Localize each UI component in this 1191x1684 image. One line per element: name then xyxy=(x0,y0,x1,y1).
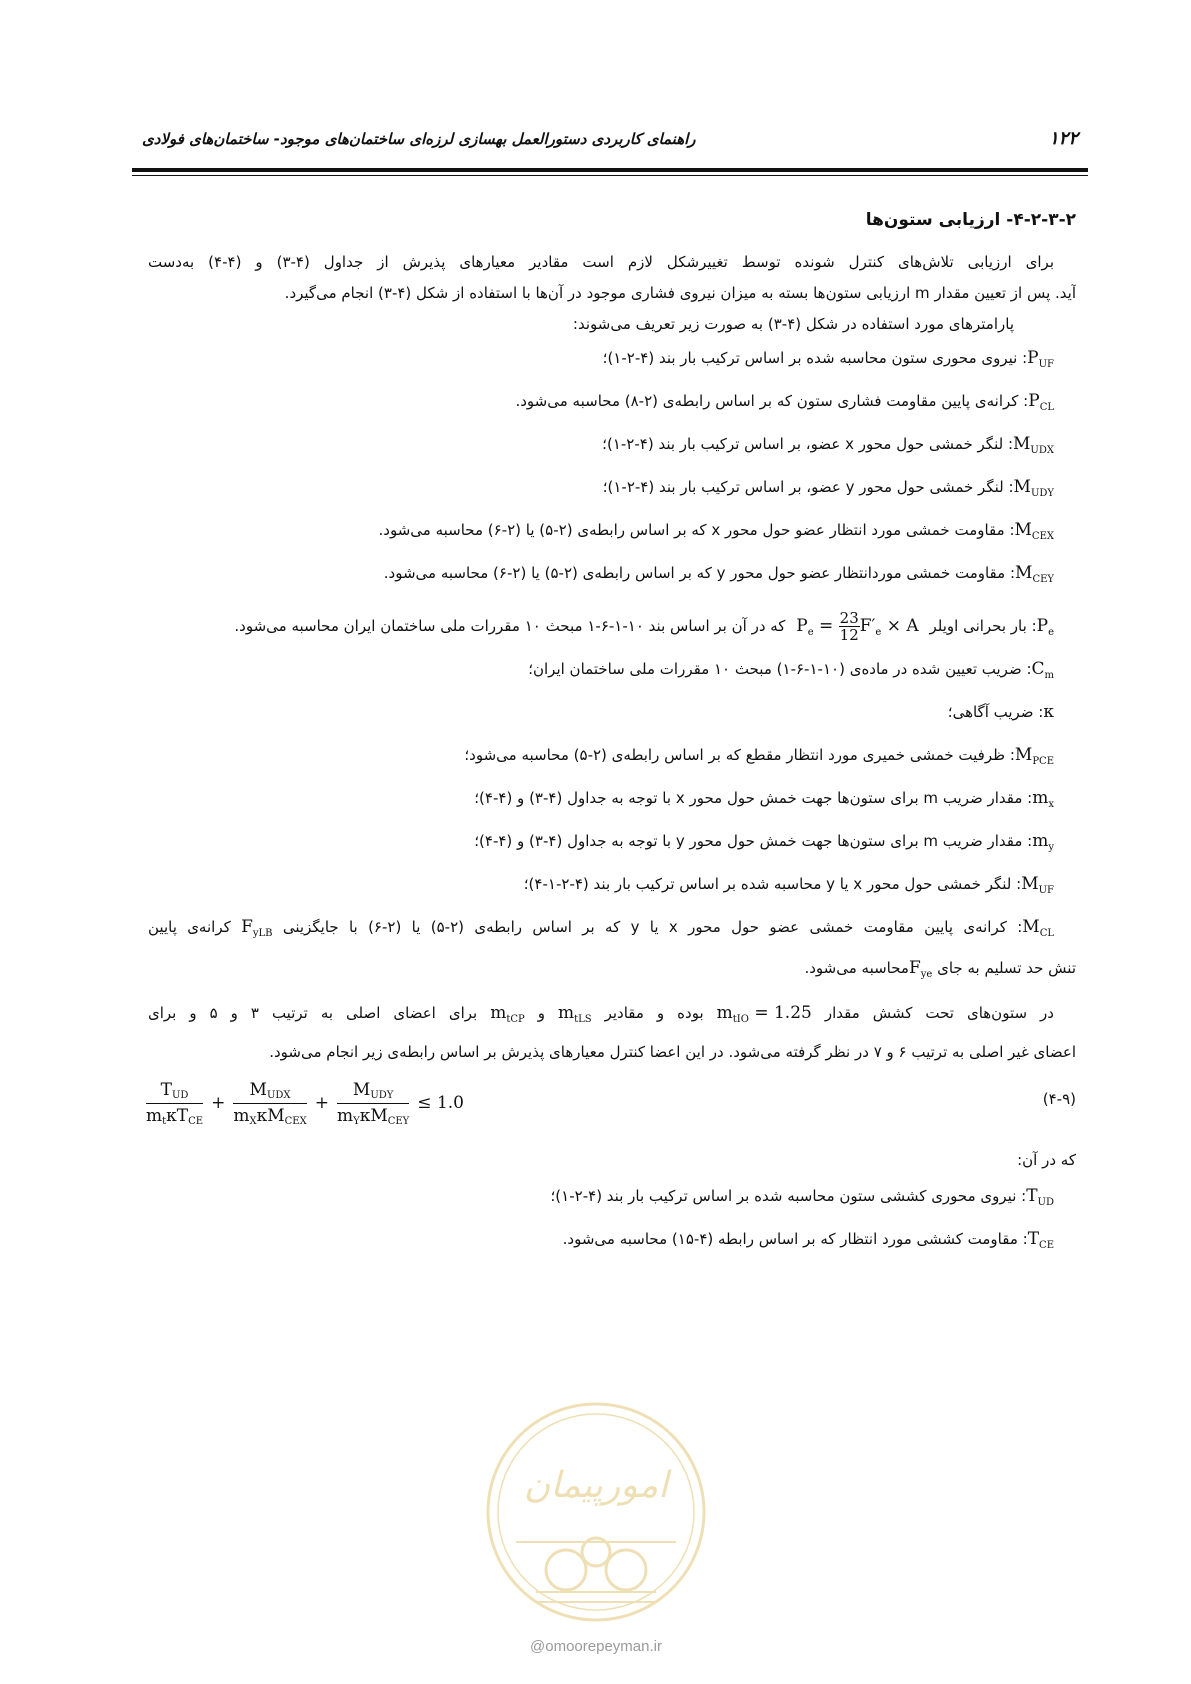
definition-text: : لنگر خمشی حول محور x عضو، بر اساس ترکیب بار بند (۴-۲-۱)؛ xyxy=(602,435,1013,453)
where-label: که در آن: xyxy=(1017,1151,1076,1169)
term-tension: $\frac{T_{UD}}{m_t\kappa T_{CE}}$ xyxy=(146,1079,204,1127)
definition-list-3 xyxy=(148,1186,1076,1256)
intro-line-3: پارامترهای مورد استفاده در شکل (۴-۳) به صورت زیر تعریف می‌شوند: xyxy=(572,315,1014,333)
definition-mcl-line-2: تنش حد تسلیم به جای $F_{ye}محاسبه$ می‌شود. xyxy=(148,958,1076,985)
definition-symbol: $P_{CL}$ xyxy=(1028,391,1054,413)
term-moment-x: $\frac{M_{UDX}}{m_X\kappa M_{CEX}}$ xyxy=(233,1079,307,1127)
symbol-pe: $P_e$ xyxy=(1036,616,1054,638)
page-header xyxy=(132,126,1088,162)
definition-b-4 xyxy=(148,831,1076,858)
definition-symbol: $M_{CEY}$ xyxy=(1015,563,1054,585)
header-rule-thick xyxy=(132,168,1088,172)
definition-symbol: $M_{PCE}$ xyxy=(1014,745,1054,767)
euler-text-a: : بار بحرانی اویلر xyxy=(929,617,1037,635)
definition-b-1 xyxy=(148,702,1076,729)
tension-line-2: اعضای غیر اصلی به ترتیب ۶ و ۷ در نظر گرفته می‌شود. در این اعضا کنترل معیارهای پذیرش بر اساس رابطه‌ی زیر انجام می‌شود. xyxy=(269,1043,1076,1061)
euler-text-b: که در آن بر اساس بند ۱۰-۱-۶-۱ مبحث ۱۰ مقررات ملی ساختمان ایران محاسبه می‌شود. xyxy=(234,617,786,635)
definition-c-0 xyxy=(148,1186,1076,1213)
definition-text: : مقاومت خمشی مورد انتظار عضو حول محور x که بر اساس رابطه‌ی (۲-۵) یا (۲-۶) محاسبه می‌شود. xyxy=(378,521,1015,539)
definition-text: : لنگر خمشی حول محور y عضو، بر اساس ترکیب بار بند (۴-۲-۱)؛ xyxy=(602,478,1014,496)
symbol-mcl: $M_{CL}$ xyxy=(1022,917,1054,939)
definition-text: : ظرفیت خمشی خمیری مورد انتظار مقطع که بر اساس رابطه‌ی (۲-۵) محاسبه می‌شود؛ xyxy=(464,746,1015,764)
definition-symbol: $M_{UDY}$ xyxy=(1013,477,1054,499)
intro-line-2: آید. پس از تعیین مقدار m ارزیابی ستون‌ها بسته به میزان نیروی فشاری موجود در آن‌ها با استفاده از شکل (۴-۳) انجام می‌گیرد. xyxy=(284,284,1076,302)
header-rule-thin xyxy=(132,175,1088,176)
section-title: ۴-۲-۳-۲- ارزیابی ستون‌ها xyxy=(865,210,1076,230)
definition-text: : مقاومت خمشی موردانتظار عضو حول محور y که بر اساس رابطه‌ی (۲-۵) یا (۲-۶) محاسبه می‌شود. xyxy=(383,564,1016,582)
euler-formula: $P_e$ = $\frac{23}{12}$ $F'_e \times A$ xyxy=(796,609,919,644)
symbol-mtcp: $m_{tCP}$ xyxy=(490,1003,525,1025)
symbol-mtls: $m_{tLS}$ xyxy=(557,1003,592,1025)
definition-euler xyxy=(148,606,1076,653)
definition-symbol: $m_y$ xyxy=(1032,831,1054,853)
definition-4 xyxy=(148,520,1076,547)
definition-symbol: $M_{UF}$ xyxy=(1021,874,1054,896)
header-title: راهنمای کاربردی دستورالعمل بهسازی لرزه‌ای ساختمان‌های موجود- ساختمان‌های فولادی xyxy=(142,130,696,148)
definition-text: : مقاومت کششی مورد انتظار که بر اساس رابطه (۴-۱۵) محاسبه می‌شود. xyxy=(562,1230,1028,1248)
page-content xyxy=(148,210,1076,1272)
definition-list-1 xyxy=(148,348,1076,590)
definition-symbol: $M_{UDX}$ xyxy=(1013,434,1054,456)
definition-symbol: κ xyxy=(1043,702,1054,722)
symbol-mtio: $m_{tIO} = 1.25$ xyxy=(716,1003,812,1025)
definition-1 xyxy=(148,391,1076,418)
symbol-fylb: $F_{yLB}$ xyxy=(241,917,273,939)
symbol-fye: $F_{ye}$ xyxy=(908,958,933,980)
definition-text: : نیروی محوری کششی ستون محاسبه شده بر اساس ترکیب بار بند (۴-۲-۱)؛ xyxy=(550,1187,1027,1205)
equation-label: (۴-۹) xyxy=(1042,1090,1076,1108)
definition-c-1 xyxy=(148,1229,1076,1256)
definition-symbol: $m_x$ xyxy=(1032,788,1054,810)
definition-b-5 xyxy=(148,874,1076,901)
definition-text: : مقدار ضریب m برای ستون‌ها جهت خمش حول محور x با توجه به جداول (۴-۳) و (۴-۴)؛ xyxy=(474,789,1033,807)
tension-line-1: در ستون‌های تحت کشش مقدار $m_{tIO} = 1.25$ بوده و مقادیر $m_{tLS}$ و $m_{tCP}$ برای اعضای اصلی به ترتیب ۳ و ۵ و برای xyxy=(148,1003,1076,1030)
definition-b-3 xyxy=(148,788,1076,815)
definition-symbol: $T_{UD}$ xyxy=(1026,1186,1054,1208)
term-moment-y: $\frac{M_{UDY}}{m_Y\kappa M_{CEY}}$ xyxy=(336,1079,410,1127)
watermark-logo-text: امورپیمان xyxy=(523,1465,669,1506)
watermark-caption: @omoorepeyman.ir xyxy=(530,1638,662,1655)
definition-list-2 xyxy=(148,659,1076,901)
definition-symbol: $T_{CE}$ xyxy=(1027,1229,1054,1251)
definition-text: : کرانه‌ی پایین مقاومت فشاری ستون که بر اساس رابطه‌ی (۲-۸) محاسبه می‌شود. xyxy=(515,392,1029,410)
definition-mcl-line-1: $M_{CL}$: کرانه‌ی پایین مقاومت خمشی عضو حول محور x یا y که بر اساس رابطه‌ی (۲-۵) یا (۲-۶) با جایگزینی $F_{yLB}$ کرانه‌ی پایین xyxy=(148,917,1076,944)
equation-4-9 xyxy=(148,1070,1076,1136)
definition-0 xyxy=(148,348,1076,375)
definition-text: : لنگر خمشی حول محور x یا y محاسبه شده بر اساس ترکیب بار بند (۴-۲-۱-۴)؛ xyxy=(523,875,1022,893)
definition-5 xyxy=(148,563,1076,590)
definition-text: : نیروی محوری ستون محاسبه شده بر اساس ترکیب بار بند (۴-۲-۱)؛ xyxy=(602,349,1028,367)
definition-2 xyxy=(148,434,1076,461)
definition-text: : مقدار ضریب m برای ستون‌ها جهت خمش حول محور y با توجه به جداول (۴-۳) و (۴-۴)؛ xyxy=(474,832,1033,850)
definition-b-0 xyxy=(148,659,1076,686)
definition-b-2 xyxy=(148,745,1076,772)
intro-line-1: برای ارزیابی تلاش‌های کنترل شونده توسط تغییرشکل لازم است مقادیر معیارهای پذیرش از جداول (۴-۳) و (۴-۴) به‌دست xyxy=(148,253,1055,271)
equation-body: $\frac{T_{UD}}{m_t\kappa T_{CE}}$ + $\frac{M_{UDX}}{m_X\kappa M_{CEX}}$ + $\frac{M_{UDY}}{m_Y\kappa M_{CEY}}$ ≤ 1.0 xyxy=(146,1079,464,1127)
definition-text: : ضریب آگاهی؛ xyxy=(947,703,1044,721)
definition-text: : ضریب تعیین شده در ماده‌ی (۱۰-۱-۶-۱) مبحث ۱۰ مقررات ملی ساختمان ایران؛ xyxy=(528,660,1032,678)
definition-symbol: $C_m$ xyxy=(1031,659,1054,681)
definition-3 xyxy=(148,477,1076,504)
definition-symbol: $P_{UF}$ xyxy=(1027,348,1054,370)
definition-symbol: $M_{CEX}$ xyxy=(1014,520,1054,542)
page-number: ۱۲۲ xyxy=(1048,128,1078,149)
watermark-logo xyxy=(476,1392,716,1632)
